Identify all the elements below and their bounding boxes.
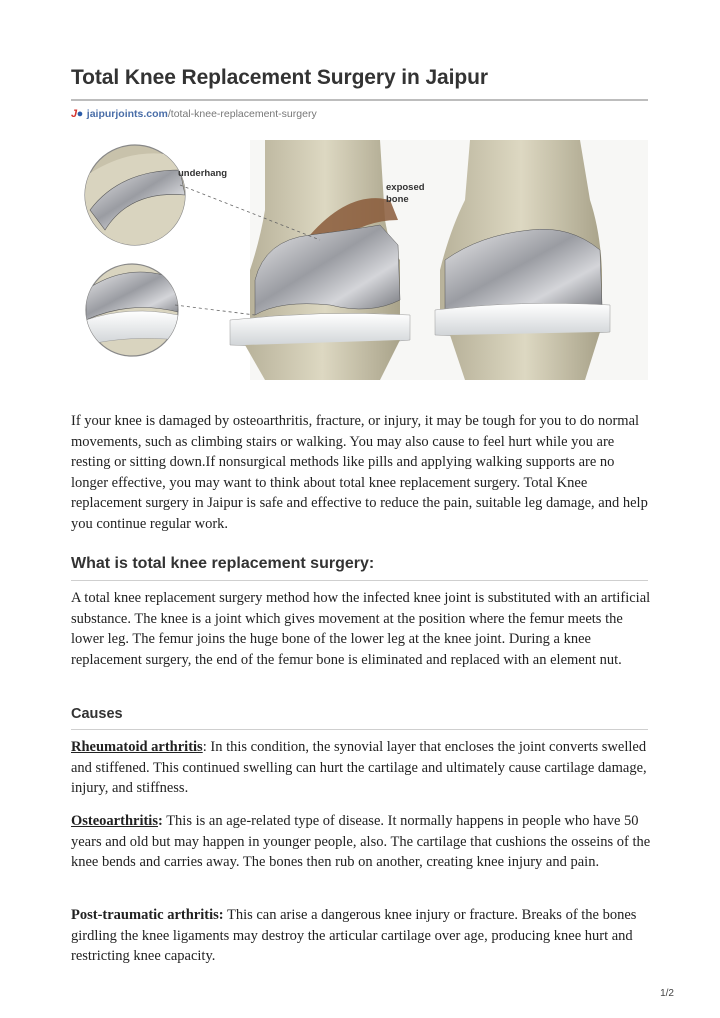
section-divider: [71, 580, 648, 581]
section-paragraph: A total knee replacement surgery method how the infected knee joint is substituted with an artificial substance. The knee is a joint which gives movement at the position where the femur meets the lower leg. The femur joins the huge bone of the lower leg at the knee joint. During a knee replacement surgery, the end of the femur bone is eliminated and replaced with an element nut.: [71, 590, 651, 668]
page-title: Total Knee Replacement Surgery in Jaipur: [71, 66, 488, 89]
knee-implant-figure: [80, 140, 648, 380]
source-path[interactable]: /total-knee-replacement-surgery: [167, 108, 317, 120]
cause-term: Rheumatoid arthritis: [71, 739, 203, 755]
cause-item-rheumatoid: Rheumatoid arthritis: In this condition, the synovial layer that encloses the joint converts swelled and stiffened. This continued swelling can hurt the cartilage and ultimately cause cartilage damage, injury, and stiffness.: [71, 739, 647, 796]
cause-item-osteoarthritis: Osteoarthritis: This is an age-related type of disease. It normally happens in people who have 50 years and old but may happen in younger people, also. The cartilage that cushions the osseins of the knee bends and carries away. The bones then rub on another, creating knee injury and pain.: [71, 813, 651, 870]
title-divider: [71, 99, 648, 101]
intro-paragraph: If your knee is damaged by osteoarthritis, fracture, or injury, it may be tough for you to do normal movements, such as climbing stairs or walking. You may also cause to feel hurt while you are resting or sitting down.If nonsurgical methods like pills and applying walking supports are no longer effective, you may want to think about total knee replacement surgery. Total Knee replacement surgery in Jaipur is safe and effective to reduce the pain, suitable leg damage, and help you continue regular work.: [71, 413, 648, 532]
cause-item-post-traumatic: Post-traumatic arthritis: This can arise a dangerous knee injury or fracture. Breaks of the bones girdling the knee ligaments may destroy the articular cartilage over age, producing knee hurt and restricting knee capacity.: [71, 907, 637, 964]
label-exposed-bone-2: bone: [386, 194, 409, 205]
label-exposed-bone-1: exposed: [386, 182, 425, 193]
cause-term: Post-traumatic arthritis:: [71, 907, 224, 923]
site-logo-icon: J●: [71, 108, 83, 120]
causes-divider: [71, 729, 648, 730]
page-number: 1/2: [660, 988, 674, 999]
cause-term: Osteoarthritis: [71, 813, 158, 829]
label-underhang: underhang: [178, 168, 228, 179]
source-domain[interactable]: jaipurjoints.com: [86, 108, 168, 120]
source-line: [71, 108, 317, 120]
section-heading: What is total knee replacement surgery:: [71, 555, 375, 572]
causes-heading: Causes: [71, 706, 123, 722]
